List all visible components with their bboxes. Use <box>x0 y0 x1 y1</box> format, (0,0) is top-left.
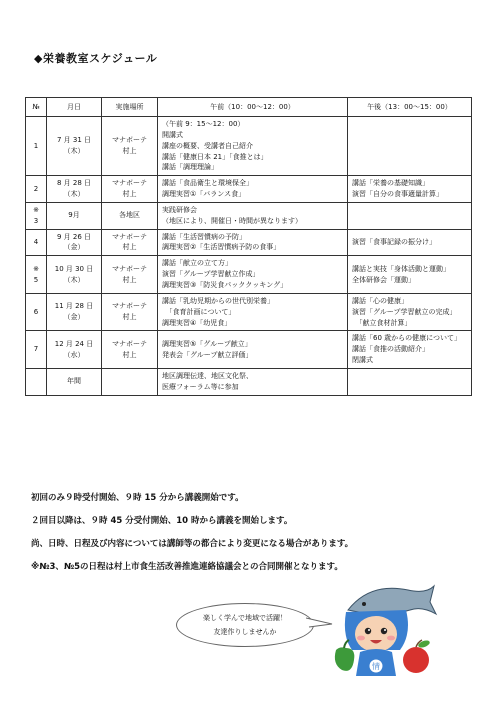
cell-line: 11 月 28 日 <box>54 302 94 311</box>
mascot-illustration <box>330 580 440 685</box>
speech-bubble <box>176 603 314 647</box>
bell-pepper-icon <box>335 647 354 671</box>
row-number-cell <box>26 331 47 369</box>
cell-line: 発表会「グループ献立評価」 <box>162 350 253 359</box>
cell-line: 調理実習⑤「グループ献立」 <box>162 339 252 348</box>
eye-icon <box>365 628 371 634</box>
fish-eye-icon <box>362 602 366 606</box>
leaf-icon <box>417 639 430 649</box>
cell-line: 講話「乳幼児期からの世代別栄養」 <box>162 296 274 305</box>
cell-line: 講話「献立の立て方」 <box>162 259 232 268</box>
face <box>355 616 397 652</box>
row-number-cell <box>26 256 47 294</box>
cell-line: 調理実習③「防災食パッククッキング」 <box>162 280 288 289</box>
badge-text: 情 <box>372 662 380 671</box>
date-cell <box>47 202 102 229</box>
place-cell <box>102 293 158 331</box>
cell-line: （金） <box>63 243 85 252</box>
cell-line: 村上 <box>122 313 137 322</box>
cell-line: 年間 <box>67 377 81 386</box>
cell-line: 1 <box>33 141 39 150</box>
cheek <box>387 636 395 641</box>
cell-line: 演習「グループ学習献立の完成」 <box>352 307 457 316</box>
cell-line: 10 月 30 日 <box>54 264 94 273</box>
table-row <box>26 368 472 395</box>
table-row <box>26 117 472 176</box>
header-no: № <box>26 98 47 117</box>
fish-hat <box>348 586 436 614</box>
notes <box>31 487 353 579</box>
cell-line: （木） <box>63 275 85 284</box>
cell-line: ※ <box>33 264 39 273</box>
eye-icon <box>381 628 387 634</box>
cell-line: （金） <box>63 313 85 322</box>
eye-highlight-icon <box>384 629 386 631</box>
bubble-line: 楽しく学んで地域で活躍！ <box>203 614 287 622</box>
table-row <box>26 256 472 294</box>
date-cell <box>47 176 102 203</box>
afternoon-cell <box>348 202 472 229</box>
cell-line: 各地区 <box>119 211 140 220</box>
cell-line: 8 月 28 日 <box>56 179 92 188</box>
cell-line: 7 <box>33 345 39 354</box>
cell-line: （午前 9：15～12：00） <box>162 120 245 128</box>
cell-line: 調理実習②「生活習慣病予防の食事」 <box>162 243 281 252</box>
cell-line: マナボーテ <box>112 232 147 241</box>
cell-line: 2 <box>33 184 39 193</box>
cell-line: 村上 <box>122 147 137 156</box>
cell-line: 開講式 <box>162 130 183 139</box>
row-number-cell <box>26 368 47 395</box>
pepper-stem <box>344 640 349 648</box>
cell-line: マナボーテ <box>112 264 147 273</box>
header-morning: 午前（10：00～12：00） <box>158 98 348 117</box>
note-line: ※№3、№5の日程は村上市食生活改善推進連絡協議会との合同開催となります。 <box>31 562 343 572</box>
cell-line: 9月 <box>68 211 80 220</box>
date-cell <box>47 293 102 331</box>
cell-line: 講話「60 歳からの健康について」 <box>352 334 461 343</box>
morning-cell <box>158 293 348 331</box>
cell-line: 演習「自分の食事適量計算」 <box>352 190 443 199</box>
row-number-cell <box>26 202 47 229</box>
table-row <box>26 331 472 369</box>
cell-line: 5 <box>33 275 39 284</box>
cell-line: 12 月 24 日 <box>54 339 94 348</box>
cell-line: 講話「健康日本 21」「食推とは」 <box>162 152 268 161</box>
cell-line: （木） <box>63 190 85 199</box>
place-cell <box>102 229 158 256</box>
cell-line: 村上 <box>122 350 137 359</box>
cell-line: マナボーテ <box>112 302 147 311</box>
header-afternoon: 午後（13：00～15：00） <box>348 98 472 117</box>
cell-line: 村上 <box>122 275 137 284</box>
cell-line: 9 月 26 日 <box>56 232 92 241</box>
cell-line: 調理実習④「幼児食」 <box>162 318 232 327</box>
cell-line: マナボーテ <box>112 136 147 145</box>
cell-line: 講座の概要、受講者自己紹介 <box>162 141 253 150</box>
place-cell <box>102 176 158 203</box>
bubble-line: 友達作りしませんか <box>213 628 277 636</box>
table-row <box>26 176 472 203</box>
afternoon-cell <box>348 117 472 176</box>
cell-line: （水） <box>63 350 85 359</box>
cell-line: 村上 <box>122 190 137 199</box>
morning-cell <box>158 176 348 203</box>
date-cell <box>47 256 102 294</box>
table-header-row <box>26 98 472 117</box>
header-date: 月日 <box>47 98 102 117</box>
cell-line: 「食育計画について」 <box>162 307 236 316</box>
page-title: ◆栄養教室スケジュール <box>34 52 158 65</box>
date-cell <box>47 229 102 256</box>
place-cell <box>102 368 158 395</box>
cheek <box>357 636 365 641</box>
header-place: 実施場所 <box>102 98 158 117</box>
table-row <box>26 293 472 331</box>
afternoon-cell <box>348 176 472 203</box>
cell-line: 「献立食材計算」 <box>352 318 412 327</box>
cell-line: ※ <box>33 205 39 214</box>
place-cell <box>102 331 158 369</box>
cell-line: 全体研修会「運動」 <box>352 275 415 284</box>
note-line: ２回目以降は、９時 45 分受付開始、10 時から講義を開始します。 <box>31 516 293 526</box>
cell-line: 講話「食推の活動紹介」 <box>352 345 429 354</box>
cell-line: 村上 <box>122 243 137 252</box>
place-cell <box>102 117 158 176</box>
afternoon-cell <box>348 229 472 256</box>
cell-line: 7 月 31 日 <box>56 136 92 145</box>
cell-line: 4 <box>33 238 39 247</box>
date-cell <box>47 117 102 176</box>
morning-cell <box>158 256 348 294</box>
row-number-cell <box>26 117 47 176</box>
apple-icon <box>403 647 429 673</box>
morning-cell <box>158 229 348 256</box>
morning-cell <box>158 202 348 229</box>
cell-line: 演習「グループ学習献立作成」 <box>162 270 260 279</box>
cell-line: 講話「栄養の基礎知識」 <box>352 179 429 188</box>
cell-line: 調理実習①「バランス食」 <box>162 190 246 199</box>
cell-line: 3 <box>33 216 39 225</box>
cell-line: 講話「調理理論」 <box>162 163 218 172</box>
morning-cell <box>158 117 348 176</box>
afternoon-cell <box>348 256 472 294</box>
date-cell <box>47 331 102 369</box>
cell-line: 講話「食品衛生と環境保全」 <box>162 179 253 188</box>
place-cell <box>102 256 158 294</box>
morning-cell <box>158 368 348 395</box>
cell-line: 医療フォーラム等に参加 <box>162 382 239 391</box>
table-row <box>26 229 472 256</box>
cell-line: 地区調理伝達、地区文化祭、 <box>162 371 253 380</box>
cell-line: 6 <box>33 307 39 316</box>
cell-line: 演習「食事記録の振分け」 <box>352 238 436 247</box>
row-number-cell <box>26 293 47 331</box>
date-cell <box>47 368 102 395</box>
note-line: 尚、日時、日程及び内容については講師等の都合により変更になる場合があります。 <box>31 539 354 549</box>
place-cell <box>102 202 158 229</box>
table-row <box>26 202 472 229</box>
note-line: 初回のみ９時受付開始、９時 15 分から講義開始です。 <box>31 493 244 503</box>
cell-line: 実践研修会 <box>162 205 197 214</box>
eye-highlight-icon <box>368 629 370 631</box>
row-number-cell <box>26 176 47 203</box>
cell-line: 閉講式 <box>352 356 373 365</box>
cell-line: （木） <box>63 147 85 156</box>
cell-line: マナボーテ <box>112 339 147 348</box>
cell-line: （地区により、開催日・時間が異なります） <box>162 216 302 225</box>
cell-line: 講話「生活習慣病の予防」 <box>162 232 246 241</box>
schedule-table <box>25 97 472 396</box>
afternoon-cell <box>348 331 472 369</box>
cell-line: マナボーテ <box>112 179 147 188</box>
cell-line: 講話と実技「身体活動と運動」 <box>352 264 450 273</box>
afternoon-cell <box>348 293 472 331</box>
cell-line: 講話「心の健康」 <box>352 296 408 305</box>
afternoon-cell <box>348 368 472 395</box>
morning-cell <box>158 331 348 369</box>
row-number-cell <box>26 229 47 256</box>
